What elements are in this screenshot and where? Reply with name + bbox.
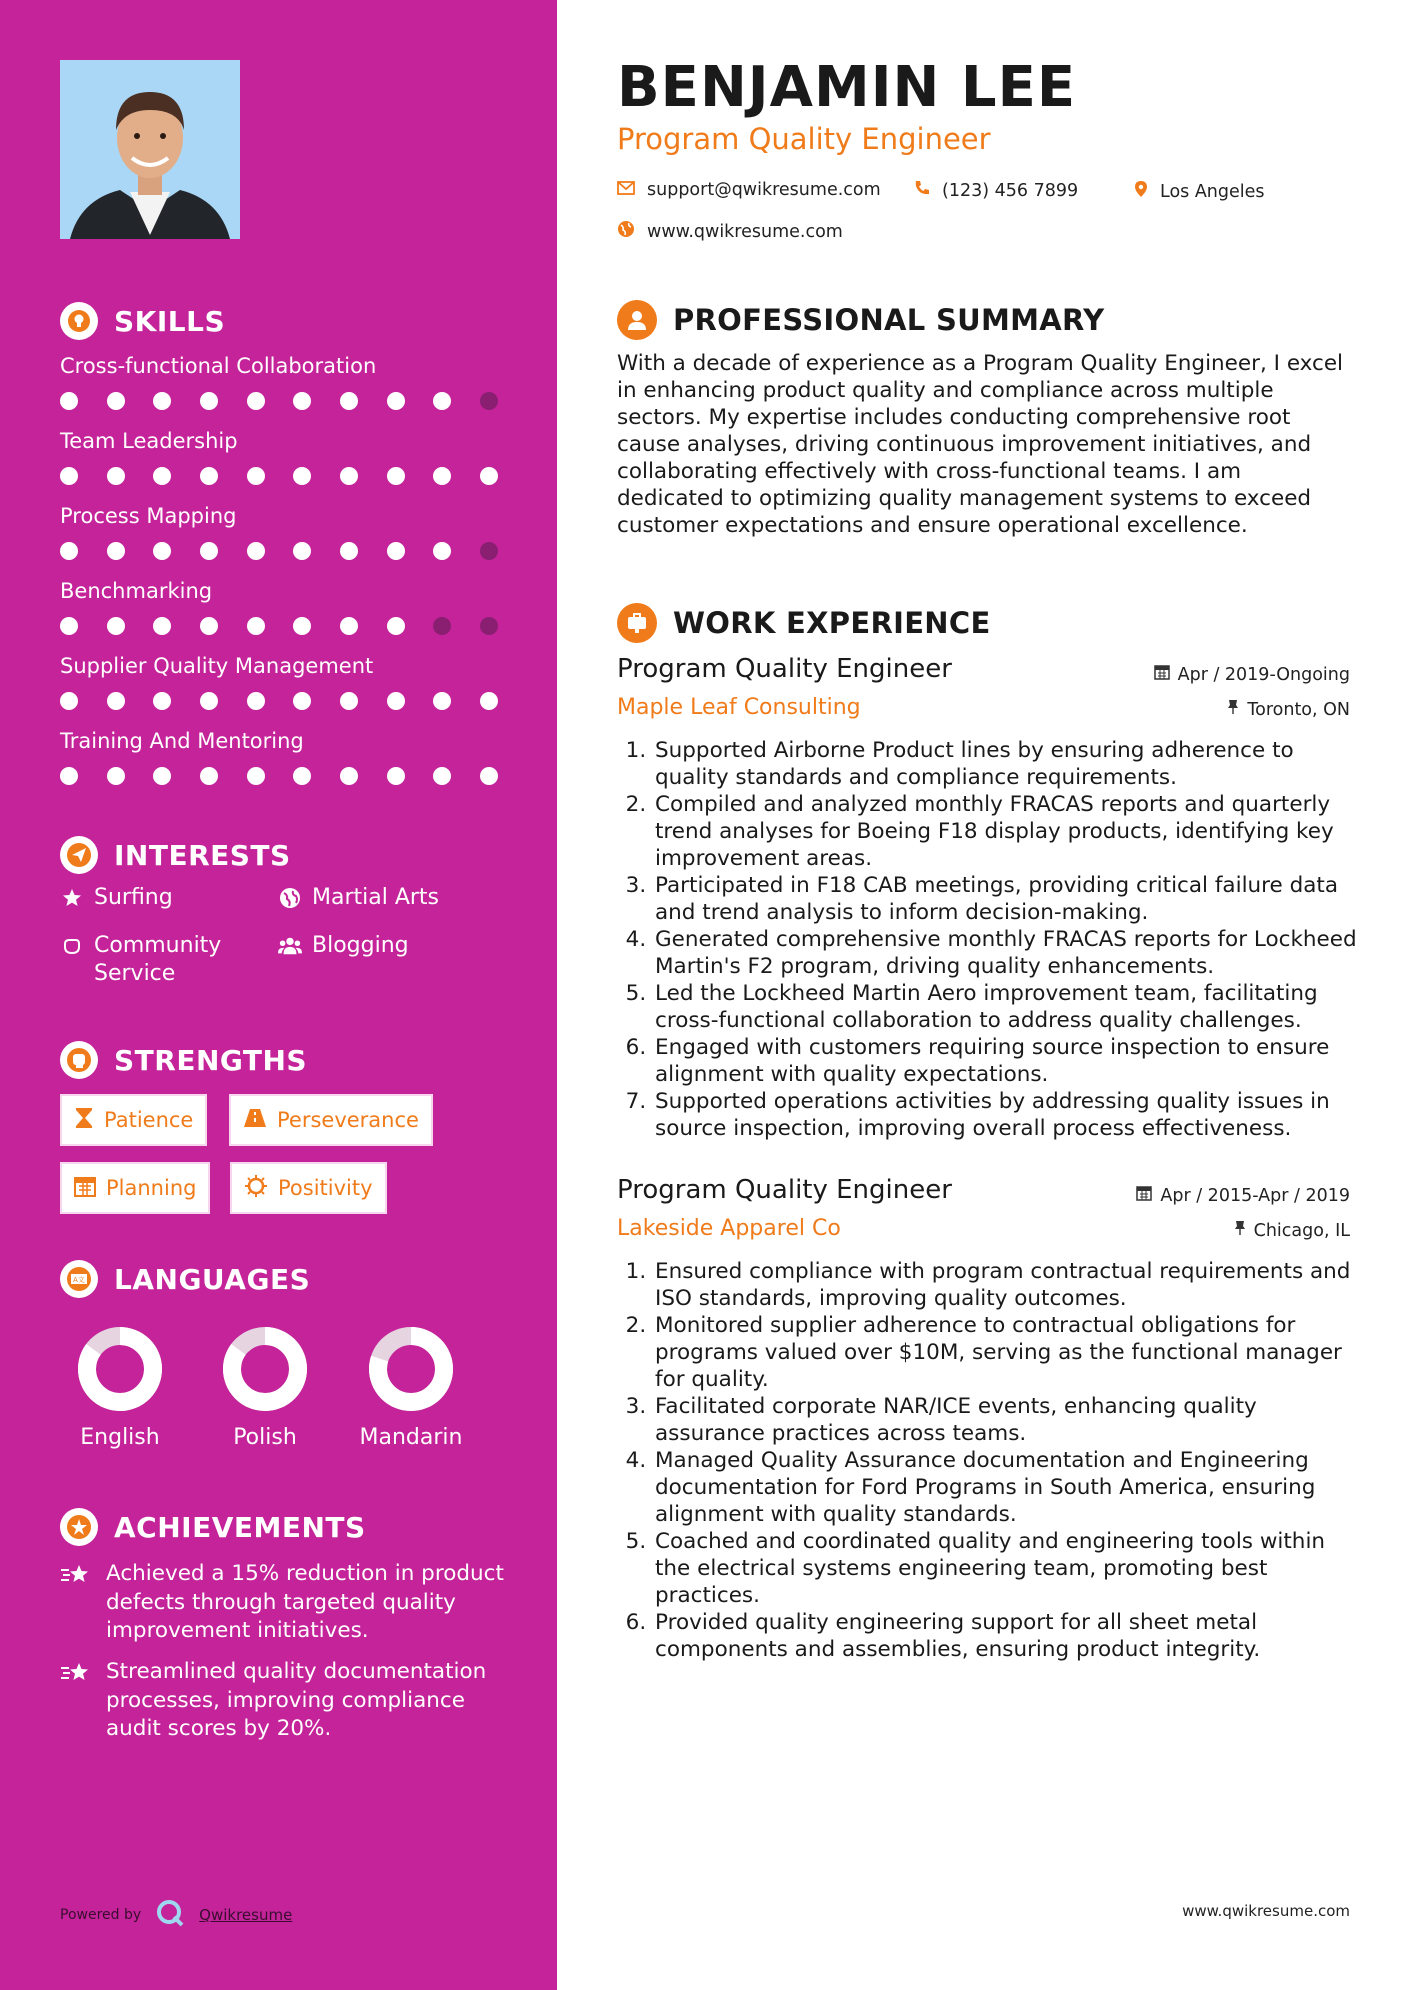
rating-dot [340, 467, 358, 485]
rating-dot [433, 617, 451, 635]
interest-item [278, 932, 409, 960]
pushpin-icon [1234, 1220, 1246, 1241]
language-proficiency-ring [221, 1325, 309, 1413]
website-text: www.qwikresume.com [647, 221, 843, 242]
rating-dot [387, 692, 405, 710]
duty-item: 3. Participated in F18 CAB meetings, providing critical failure data and trend analysis to inform decision-making. [653, 872, 1365, 926]
rating-dot [107, 542, 125, 560]
rating-dot [60, 542, 78, 560]
rating-dot [107, 467, 125, 485]
calendar-icon [74, 1175, 96, 1202]
paper-plane-icon [60, 836, 98, 874]
rating-dot [107, 392, 125, 410]
rating-dot [433, 692, 451, 710]
duty-item: 1. Supported Airborne Product lines by ensuring adherence to quality standards and compliance requirements. [653, 737, 1365, 791]
star-icon [60, 884, 84, 912]
rating-dot [480, 392, 498, 410]
rating-dot [60, 692, 78, 710]
contact-email[interactable] [617, 180, 881, 200]
strengths-heading [60, 1041, 307, 1079]
sidebar [0, 0, 557, 1990]
job-company: Lakeside Apparel Co [617, 1216, 841, 1241]
phone-icon [914, 180, 930, 201]
rating-dot [153, 617, 171, 635]
job-role: Program Quality Engineer [617, 1175, 952, 1205]
qwikresume-logo-icon [155, 1898, 185, 1932]
skill-item [60, 579, 500, 635]
rating-dot [340, 617, 358, 635]
strength-label: Patience [104, 1108, 194, 1132]
svg-text:A文: A文 [73, 1276, 85, 1284]
skill-item [60, 654, 500, 710]
job-location [1234, 1220, 1350, 1241]
job-dates-text: Apr / 2015-Apr / 2019 [1160, 1185, 1350, 1206]
rating-dot [247, 392, 265, 410]
email-text: support@qwikresume.com [647, 180, 881, 200]
rating-dot [387, 767, 405, 785]
job-location-text: Chicago, IL [1253, 1220, 1350, 1241]
rating-dot [107, 692, 125, 710]
lightbulb-icon [60, 302, 98, 340]
rating-dot [340, 392, 358, 410]
rating-dot [433, 767, 451, 785]
qwikresume-link[interactable]: Qwikresume [199, 1906, 293, 1924]
job-duties [635, 1258, 1365, 1663]
interest-label: Blogging [312, 933, 409, 958]
rating-dot [153, 467, 171, 485]
duty-item: 4. Managed Quality Assurance documentation and Engineering documentation for Ford Programs in South America, ensuring alignment with quality standards. [653, 1447, 1365, 1528]
strength-badge [60, 1162, 210, 1214]
interest-label: Community Service [94, 933, 222, 986]
achievement-item [60, 1658, 520, 1744]
achievements-heading [60, 1508, 366, 1546]
footer-website[interactable]: www.qwikresume.com [1182, 1902, 1350, 1920]
achievements-title: ACHIEVEMENTS [114, 1510, 366, 1544]
rating-dot [200, 692, 218, 710]
rating-dot [433, 467, 451, 485]
language-item [200, 1325, 330, 1450]
rating-dot [200, 767, 218, 785]
rating-dot [247, 542, 265, 560]
strengths-title: STRENGTHS [114, 1043, 308, 1077]
rating-dot [153, 542, 171, 560]
contact-location [1134, 180, 1265, 203]
sun-icon [244, 1174, 268, 1203]
rating-dot [480, 767, 498, 785]
job-dates-text: Apr / 2019-Ongoing [1177, 664, 1350, 685]
interest-item [60, 884, 173, 912]
experience-title: WORK EXPERIENCE [673, 606, 991, 640]
duty-item: 7. Supported operations activities by addressing quality issues in source inspection, improving overall process effectiveness. [653, 1088, 1365, 1142]
shooting-star-icon [60, 1560, 92, 1646]
job-company: Maple Leaf Consulting [617, 695, 861, 720]
skill-rating [60, 617, 498, 635]
strength-badge [60, 1094, 207, 1146]
users-icon [278, 932, 302, 960]
user-icon [617, 300, 657, 340]
rating-dot [387, 617, 405, 635]
summary-text: With a decade of experience as a Program Quality Engineer, I excel in enhancing product quality and compliance across multiple sectors. My expertise includes conducting comprehensive root cause analyses, driving continuous improvement initiatives, and collaborating effectively with cross-functional teams. I am dedicated to optimizing quality management systems to exceed customer expectations and ensure operational excellence. [617, 351, 1344, 538]
skill-name: Training And Mentoring [60, 729, 304, 753]
summary-title: PROFESSIONAL SUMMARY [673, 303, 1105, 337]
skill-rating [60, 392, 498, 410]
rating-dot [247, 467, 265, 485]
rating-dot [387, 392, 405, 410]
rating-dot [480, 692, 498, 710]
rating-dot [293, 542, 311, 560]
phone-text: (123) 456 7899 [942, 180, 1079, 201]
skill-rating [60, 542, 498, 560]
rating-dot [387, 542, 405, 560]
hourglass-icon [74, 1107, 94, 1134]
rating-dot [107, 617, 125, 635]
interest-item [60, 932, 260, 988]
fist-icon [60, 1041, 98, 1079]
skill-name: Cross-functional Collaboration [60, 354, 377, 378]
summary-heading [617, 300, 1104, 340]
duty-item: 5. Coached and coordinated quality and engineering tools within the electrical systems engineering team, promoting best practices. [653, 1528, 1365, 1609]
language-proficiency-ring [76, 1325, 164, 1413]
skill-item [60, 504, 500, 560]
skill-rating [60, 467, 498, 485]
skills-heading [60, 302, 225, 340]
job-dates [1136, 1185, 1350, 1206]
job-dates [1154, 664, 1350, 685]
language-label: Polish [233, 1425, 297, 1450]
strength-label: Planning [106, 1176, 197, 1200]
skill-name: Process Mapping [60, 504, 237, 528]
rating-dot [153, 392, 171, 410]
skill-item [60, 354, 500, 410]
language-label: Mandarin [359, 1425, 463, 1450]
road-icon [243, 1108, 267, 1133]
skill-name: Benchmarking [60, 579, 213, 603]
language-icon [60, 1260, 98, 1298]
rating-dot [200, 617, 218, 635]
rating-dot [153, 692, 171, 710]
pushpin-icon [1227, 699, 1239, 720]
interest-label: Surfing [94, 885, 173, 910]
rating-dot [293, 692, 311, 710]
globe-icon [617, 220, 635, 243]
language-item [346, 1325, 476, 1450]
rating-dot [433, 542, 451, 560]
person-portrait-icon [60, 60, 240, 239]
rating-dot [480, 542, 498, 560]
skill-name: Supplier Quality Management [60, 654, 374, 678]
rating-dot [247, 617, 265, 635]
globe-icon [278, 884, 302, 912]
duty-item: 5. Led the Lockheed Martin Aero improvement team, facilitating cross-functional collaboration to address quality challenges. [653, 980, 1365, 1034]
calendar-icon [1154, 664, 1170, 685]
profile-photo [60, 60, 240, 239]
skill-name: Team Leadership [60, 429, 238, 453]
interests-heading [60, 836, 291, 874]
powered-by [60, 1898, 292, 1932]
trophy-star-icon [60, 1508, 98, 1546]
skill-rating [60, 767, 498, 785]
strength-label: Positivity [278, 1176, 373, 1200]
skill-item [60, 429, 500, 485]
rating-dot [387, 467, 405, 485]
language-proficiency-ring [367, 1325, 455, 1413]
job-role: Program Quality Engineer [617, 654, 952, 684]
language-item [55, 1325, 185, 1450]
languages-title: LANGUAGES [114, 1262, 311, 1296]
skill-rating [60, 692, 498, 710]
main-content [557, 0, 1407, 1990]
shooting-star-icon [60, 1658, 92, 1744]
job-location-text: Toronto, ON [1247, 699, 1350, 720]
rating-dot [200, 467, 218, 485]
candidate-name: BENJAMIN LEE [617, 55, 1077, 120]
contact-website[interactable] [617, 220, 843, 243]
strength-badge [230, 1162, 387, 1214]
rating-dot [340, 692, 358, 710]
rating-dot [200, 542, 218, 560]
rating-dot [107, 767, 125, 785]
skills-title: SKILLS [114, 304, 226, 338]
job-location [1227, 699, 1350, 720]
rating-dot [340, 542, 358, 560]
rating-dot [293, 467, 311, 485]
location-text: Los Angeles [1160, 181, 1265, 202]
calendar-icon [1136, 1185, 1152, 1206]
rating-dot [247, 692, 265, 710]
interest-item [278, 884, 439, 912]
rating-dot [60, 392, 78, 410]
rating-dot [480, 467, 498, 485]
experience-heading [617, 603, 991, 643]
achievement-text: Streamlined quality documentation processes, improving compliance audit scores by 20%. [106, 1659, 487, 1741]
duty-item: 2. Compiled and analyzed monthly FRACAS reports and quarterly trend analyses for Boeing F18 display products, identifying key improvement areas. [653, 791, 1365, 872]
duty-item: 6. Provided quality engineering support for all sheet metal components and assemblies, ensuring product integrity. [653, 1609, 1365, 1663]
achievement-text: Achieved a 15% reduction in product defects through targeted quality improvement initiatives. [106, 1561, 504, 1643]
contact-phone[interactable] [914, 180, 1078, 201]
languages-heading [60, 1260, 310, 1298]
powered-by-label: Powered by [60, 1907, 142, 1923]
envelope-icon [617, 180, 635, 200]
duty-item: 4. Generated comprehensive monthly FRACAS reports for Lockheed Martin's F2 program, driving quality enhancements. [653, 926, 1365, 980]
rating-dot [153, 767, 171, 785]
duty-item: 1. Ensured compliance with program contractual requirements and ISO standards, improving quality outcomes. [653, 1258, 1365, 1312]
map-pin-icon [1134, 180, 1148, 203]
rating-dot [60, 767, 78, 785]
duty-item: 3. Facilitated corporate NAR/ICE events, enhancing quality assurance practices across teams. [653, 1393, 1365, 1447]
rating-dot [340, 767, 358, 785]
rating-dot [60, 617, 78, 635]
duty-item: 6. Engaged with customers requiring source inspection to ensure alignment with quality expectations. [653, 1034, 1365, 1088]
candidate-title: Program Quality Engineer [617, 122, 991, 156]
strength-label: Perseverance [277, 1108, 419, 1132]
strength-badge [229, 1094, 433, 1146]
rating-dot [200, 392, 218, 410]
hand-icon [60, 932, 84, 960]
job-duties [635, 737, 1365, 1142]
achievement-item [60, 1560, 520, 1646]
duty-item: 2. Monitored supplier adherence to contractual obligations for programs valued over $10M, serving as the functional manager for quality. [653, 1312, 1365, 1393]
skill-item [60, 729, 500, 785]
interests-title: INTERESTS [114, 838, 291, 872]
rating-dot [433, 392, 451, 410]
rating-dot [60, 467, 78, 485]
interest-label: Martial Arts [312, 885, 440, 910]
briefcase-icon [617, 603, 657, 643]
rating-dot [293, 767, 311, 785]
language-label: English [80, 1425, 160, 1450]
rating-dot [293, 392, 311, 410]
rating-dot [293, 617, 311, 635]
rating-dot [247, 767, 265, 785]
rating-dot [480, 617, 498, 635]
